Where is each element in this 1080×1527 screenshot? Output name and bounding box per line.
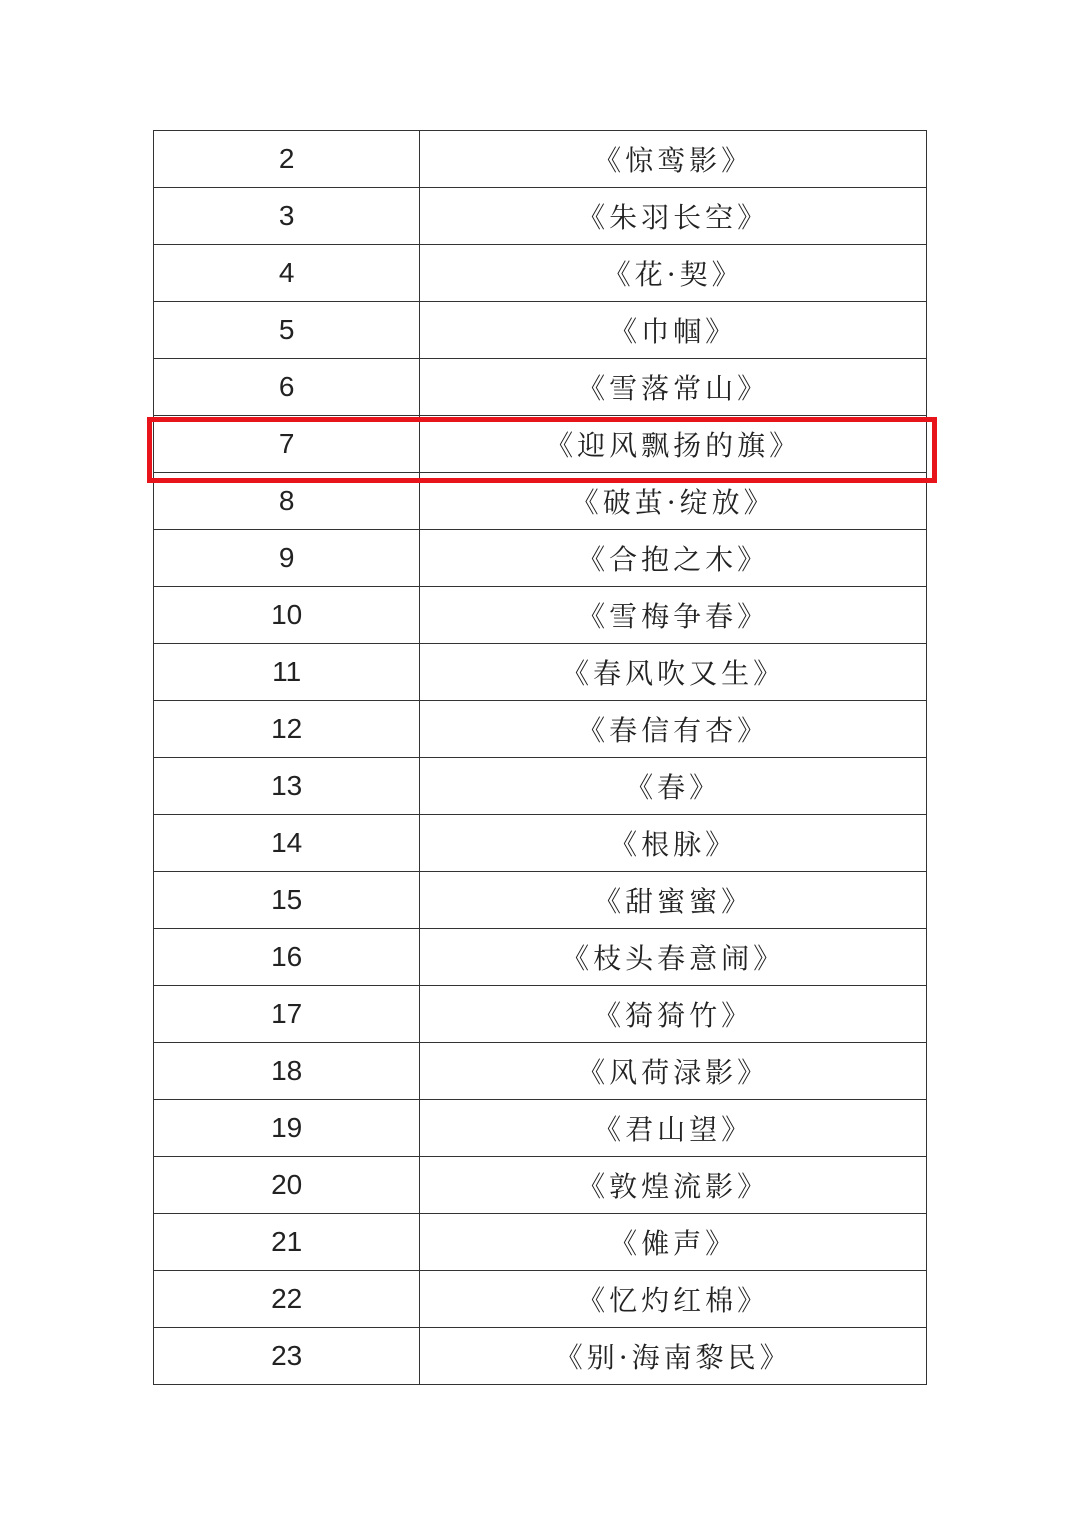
table-row (154, 302, 927, 359)
row-number: 11 (154, 644, 420, 701)
table-row (154, 245, 927, 302)
table-row (154, 1100, 927, 1157)
table-row (154, 644, 927, 701)
work-title: 《风荷渌影》 (420, 1043, 927, 1100)
table-row (154, 530, 927, 587)
row-number: 3 (154, 188, 420, 245)
works-table (153, 130, 927, 1385)
work-title: 《破茧·绽放》 (420, 473, 927, 530)
row-number: 14 (154, 815, 420, 872)
table-row (154, 1157, 927, 1214)
work-title: 《春风吹又生》 (420, 644, 927, 701)
table-row (154, 587, 927, 644)
row-number: 18 (154, 1043, 420, 1100)
row-number: 2 (154, 131, 420, 188)
table-row (154, 473, 927, 530)
works-table-body (154, 131, 927, 1385)
work-title: 《君山望》 (420, 1100, 927, 1157)
work-title: 《傩声》 (420, 1214, 927, 1271)
work-title: 《花·契》 (420, 245, 927, 302)
work-title: 《根脉》 (420, 815, 927, 872)
table-row (154, 1271, 927, 1328)
work-title: 《春》 (420, 758, 927, 815)
work-title: 《雪落常山》 (420, 359, 927, 416)
table-row (154, 188, 927, 245)
work-title: 《朱羽长空》 (420, 188, 927, 245)
row-number: 22 (154, 1271, 420, 1328)
row-number: 13 (154, 758, 420, 815)
table-row (154, 1214, 927, 1271)
table-row (154, 872, 927, 929)
work-title: 《雪梅争春》 (420, 587, 927, 644)
row-number: 5 (154, 302, 420, 359)
row-number: 10 (154, 587, 420, 644)
table-row (154, 1328, 927, 1385)
work-title: 《合抱之木》 (420, 530, 927, 587)
row-number: 8 (154, 473, 420, 530)
table-row (154, 131, 927, 188)
work-title: 《巾帼》 (420, 302, 927, 359)
table-row (154, 758, 927, 815)
row-number: 21 (154, 1214, 420, 1271)
table-row (154, 815, 927, 872)
row-number: 15 (154, 872, 420, 929)
work-title: 《甜蜜蜜》 (420, 872, 927, 929)
work-title: 《春信有杏》 (420, 701, 927, 758)
row-number: 6 (154, 359, 420, 416)
table-row (154, 929, 927, 986)
row-number: 16 (154, 929, 420, 986)
row-number: 19 (154, 1100, 420, 1157)
work-title: 《迎风飘扬的旗》 (420, 416, 927, 473)
row-number: 7 (154, 416, 420, 473)
row-number: 20 (154, 1157, 420, 1214)
work-title: 《别·海南黎民》 (420, 1328, 927, 1385)
work-title: 《敦煌流影》 (420, 1157, 927, 1214)
table-row (154, 986, 927, 1043)
row-number: 4 (154, 245, 420, 302)
work-title: 《惊鸾影》 (420, 131, 927, 188)
table-row-highlighted (154, 416, 927, 473)
table-row (154, 359, 927, 416)
table-row (154, 1043, 927, 1100)
work-title: 《忆灼红棉》 (420, 1271, 927, 1328)
row-number: 17 (154, 986, 420, 1043)
work-title: 《猗猗竹》 (420, 986, 927, 1043)
table-row (154, 701, 927, 758)
row-number: 23 (154, 1328, 420, 1385)
work-title: 《枝头春意闹》 (420, 929, 927, 986)
row-number: 12 (154, 701, 420, 758)
row-number: 9 (154, 530, 420, 587)
